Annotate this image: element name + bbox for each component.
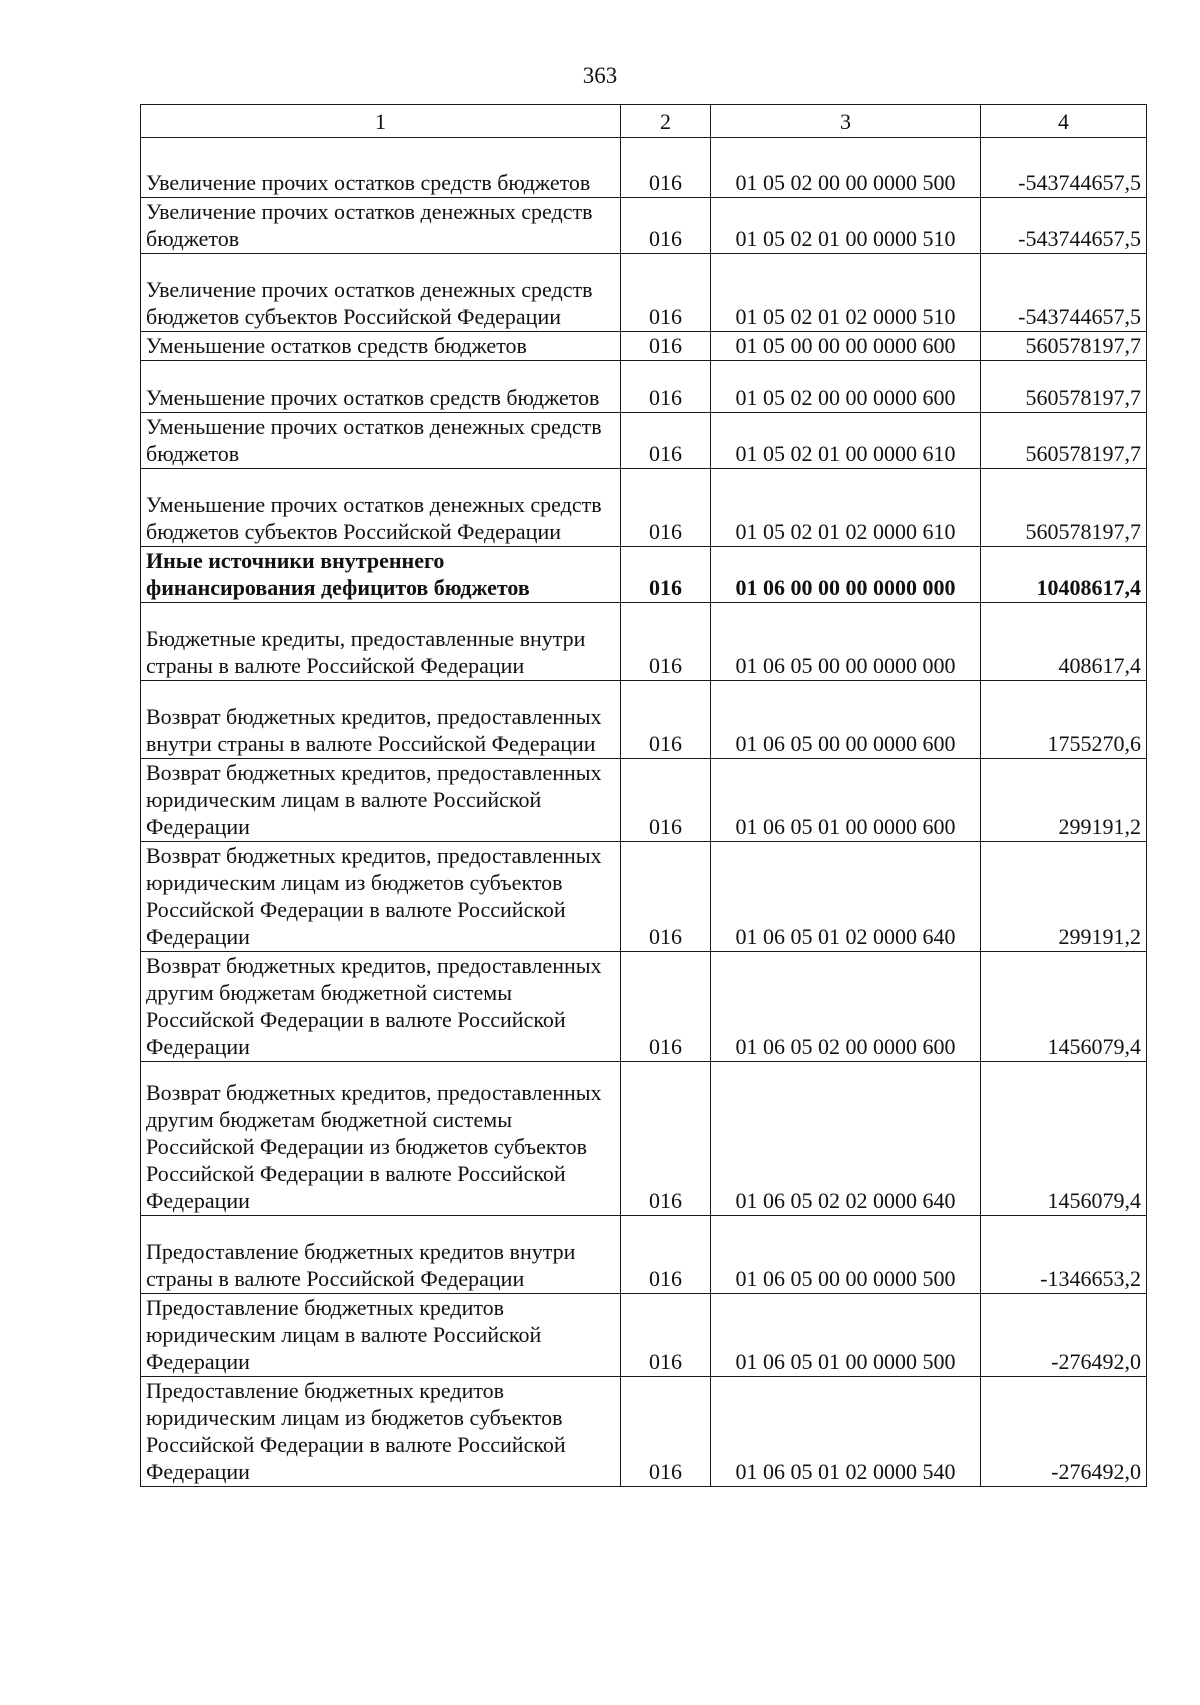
row-admin-code: 016 [621,842,711,952]
row-admin-code: 016 [621,361,711,413]
row-classification-code: 01 06 05 01 02 0000 640 [711,842,981,952]
table-row [141,254,1147,332]
table-row [141,198,1147,254]
row-name: Возврат бюджетных кредитов, предоставленных юридическим лицам в валюте Российской Федерации [141,759,621,842]
row-admin-code: 016 [621,254,711,332]
row-amount: -543744657,5 [981,254,1147,332]
row-amount: 10408617,4 [981,547,1147,603]
row-amount: 560578197,7 [981,361,1147,413]
row-amount: -1346653,2 [981,1216,1147,1294]
row-admin-code: 016 [621,681,711,759]
row-amount: 560578197,7 [981,332,1147,361]
row-name: Бюджетные кредиты, предоставленные внутри страны в валюте Российской Федерации [141,603,621,681]
row-amount: 560578197,7 [981,413,1147,469]
row-classification-code: 01 05 02 01 00 0000 610 [711,413,981,469]
row-amount: 1456079,4 [981,1062,1147,1216]
row-amount: 560578197,7 [981,469,1147,547]
row-admin-code: 016 [621,603,711,681]
row-classification-code: 01 06 05 01 02 0000 540 [711,1377,981,1487]
row-classification-code: 01 05 02 01 02 0000 510 [711,254,981,332]
table-row [141,413,1147,469]
row-admin-code: 016 [621,1294,711,1377]
row-admin-code: 016 [621,1377,711,1487]
table-header-row [141,105,1147,138]
row-name: Уменьшение прочих остатков денежных средств бюджетов субъектов Российской Федерации [141,469,621,547]
row-classification-code: 01 06 05 00 00 0000 000 [711,603,981,681]
row-name: Увеличение прочих остатков денежных средств бюджетов [141,198,621,254]
table-row [141,547,1147,603]
table-row [141,759,1147,842]
row-name: Иные источники внутреннего финансирования дефицитов бюджетов [141,547,621,603]
row-admin-code: 016 [621,198,711,254]
row-classification-code: 01 05 02 00 00 0000 500 [711,138,981,198]
row-amount: 299191,2 [981,842,1147,952]
row-name: Увеличение прочих остатков денежных средств бюджетов субъектов Российской Федерации [141,254,621,332]
table-row [141,1377,1147,1487]
table-row [141,952,1147,1062]
row-admin-code: 016 [621,469,711,547]
table-row [141,1062,1147,1216]
row-classification-code: 01 05 02 00 00 0000 600 [711,361,981,413]
row-classification-code: 01 06 05 02 02 0000 640 [711,1062,981,1216]
table-row [141,603,1147,681]
table-row [141,138,1147,198]
row-admin-code: 016 [621,1062,711,1216]
row-amount: 408617,4 [981,603,1147,681]
row-name: Возврат бюджетных кредитов, предоставленных внутри страны в валюте Российской Федерации [141,681,621,759]
row-admin-code: 016 [621,1216,711,1294]
row-classification-code: 01 06 00 00 00 0000 000 [711,547,981,603]
row-name: Уменьшение прочих остатков денежных средств бюджетов [141,413,621,469]
table-row [141,681,1147,759]
row-classification-code: 01 06 05 00 00 0000 600 [711,681,981,759]
row-name: Возврат бюджетных кредитов, предоставленных другим бюджетам бюджетной системы Российской Федерации из бюджетов субъектов Российской Федерации в валюте Российской Федерации [141,1062,621,1216]
page-number: 363 [582,63,618,88]
row-name: Возврат бюджетных кредитов, предоставленных юридическим лицам из бюджетов субъектов Российской Федерации в валюте Российской Федерации [141,842,621,952]
row-amount: 1456079,4 [981,952,1147,1062]
column-header-2: 2 [621,105,711,138]
row-name: Предоставление бюджетных кредитов юридическим лицам из бюджетов субъектов Российской Федерации в валюте Российской Федерации [141,1377,621,1487]
row-amount: 299191,2 [981,759,1147,842]
row-admin-code: 016 [621,138,711,198]
row-classification-code: 01 05 02 01 00 0000 510 [711,198,981,254]
row-name: Увеличение прочих остатков средств бюджетов [141,138,621,198]
row-amount: -543744657,5 [981,138,1147,198]
row-name: Предоставление бюджетных кредитов юридическим лицам в валюте Российской Федерации [141,1294,621,1377]
row-name: Предоставление бюджетных кредитов внутри страны в валюте Российской Федерации [141,1216,621,1294]
row-amount: -276492,0 [981,1377,1147,1487]
row-name: Возврат бюджетных кредитов, предоставленных другим бюджетам бюджетной системы Российской Федерации в валюте Российской Федерации [141,952,621,1062]
row-classification-code: 01 06 05 02 00 0000 600 [711,952,981,1062]
row-amount: 1755270,6 [981,681,1147,759]
row-classification-code: 01 05 00 00 00 0000 600 [711,332,981,361]
sources-financing-table [140,104,1147,1487]
row-admin-code: 016 [621,413,711,469]
column-header-4: 4 [981,105,1147,138]
row-classification-code: 01 06 05 00 00 0000 500 [711,1216,981,1294]
row-classification-code: 01 06 05 01 00 0000 500 [711,1294,981,1377]
row-classification-code: 01 05 02 01 02 0000 610 [711,469,981,547]
row-classification-code: 01 06 05 01 00 0000 600 [711,759,981,842]
row-admin-code: 016 [621,952,711,1062]
table-row [141,361,1147,413]
column-header-1: 1 [141,105,621,138]
row-amount: -543744657,5 [981,198,1147,254]
table-row [141,1294,1147,1377]
table-body [141,138,1147,1487]
row-admin-code: 016 [621,759,711,842]
row-admin-code: 016 [621,332,711,361]
table-row [141,842,1147,952]
table-row [141,469,1147,547]
row-amount: -276492,0 [981,1294,1147,1377]
row-name: Уменьшение прочих остатков средств бюджетов [141,361,621,413]
column-header-3: 3 [711,105,981,138]
table-row [141,332,1147,361]
row-name: Уменьшение остатков средств бюджетов [141,332,621,361]
row-admin-code: 016 [621,547,711,603]
table-row [141,1216,1147,1294]
